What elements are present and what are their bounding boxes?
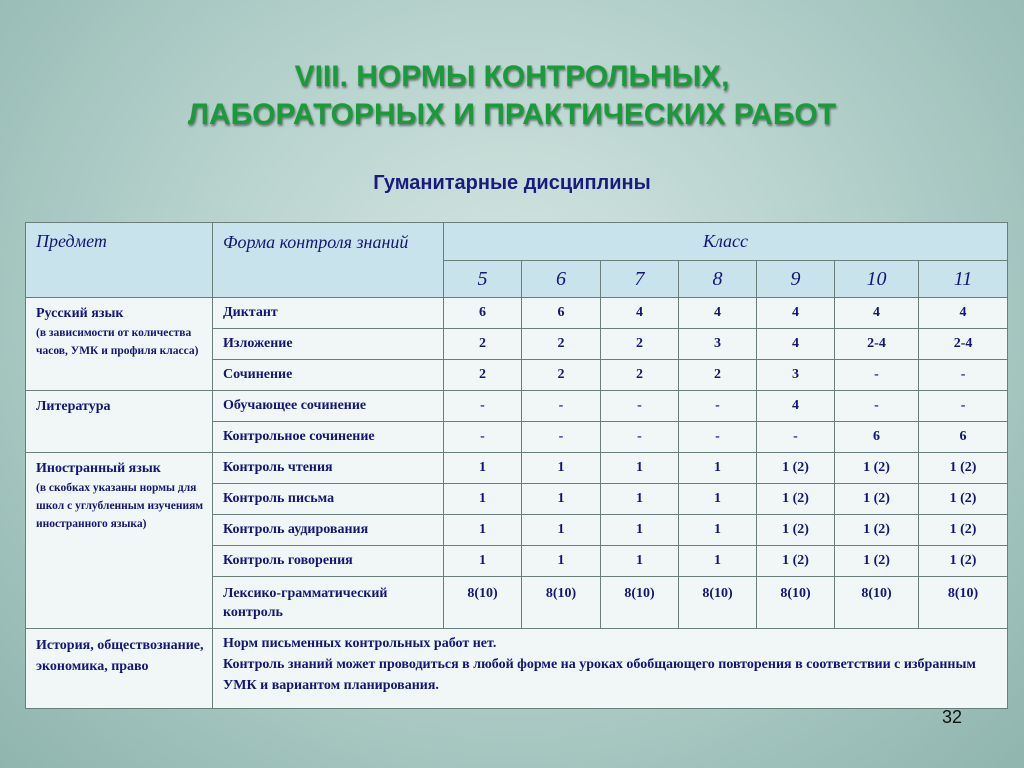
value-cell: 1 (2) xyxy=(919,484,1008,515)
value-cell: 1 xyxy=(679,546,757,577)
subject-note: (в зависимости от количества часов, УМК и профиля класса) xyxy=(36,327,199,357)
value-cell: 8(10) xyxy=(919,577,1008,629)
value-cell: - xyxy=(601,422,679,453)
table-row xyxy=(26,629,1008,709)
form-cell: Изложение xyxy=(213,329,444,360)
header-grade: 9 xyxy=(757,261,835,298)
value-cell: 1 xyxy=(522,453,601,484)
value-cell: 1 xyxy=(679,484,757,515)
header-grade: 8 xyxy=(679,261,757,298)
value-cell: 1 xyxy=(522,546,601,577)
value-cell: 1 xyxy=(444,484,522,515)
value-cell: - xyxy=(522,422,601,453)
form-cell: Контроль письма xyxy=(213,484,444,515)
slide-title-line2: ЛАБОРАТОРНЫХ И ПРАКТИЧЕСКИХ РАБОТ xyxy=(187,98,837,131)
message-line: Контроль знаний может проводиться в любой форме на уроках обобщающего повторения в соответствии с избранным УМК и вариантом планирования. xyxy=(223,657,976,693)
value-cell: 1 (2) xyxy=(835,515,919,546)
form-cell: Обучающее сочинение xyxy=(213,391,444,422)
value-cell: 1 xyxy=(601,515,679,546)
form-cell: Диктант xyxy=(213,298,444,329)
form-cell: Лексико-грамматический контроль xyxy=(213,577,444,629)
value-cell: 2 xyxy=(444,329,522,360)
value-cell: 2 xyxy=(522,360,601,391)
value-cell: 2 xyxy=(601,360,679,391)
subject-note: (в скобках указаны нормы для школ с углубленным изучениям иностранного языка) xyxy=(36,482,204,530)
value-cell: 4 xyxy=(757,298,835,329)
value-cell: - xyxy=(757,422,835,453)
value-cell: 1 (2) xyxy=(919,546,1008,577)
header-form: Форма контроля знаний xyxy=(213,223,444,298)
value-cell: 8(10) xyxy=(522,577,601,629)
value-cell: 1 xyxy=(444,546,522,577)
value-cell: - xyxy=(444,391,522,422)
form-cell: Контроль говорения xyxy=(213,546,444,577)
value-cell: 2 xyxy=(601,329,679,360)
table-row xyxy=(26,298,1008,329)
subject-name: История, обществознание, экономика, право xyxy=(36,638,204,674)
value-cell: 4 xyxy=(679,298,757,329)
value-cell: 1 (2) xyxy=(757,484,835,515)
form-cell: Сочинение xyxy=(213,360,444,391)
value-cell: 1 (2) xyxy=(757,515,835,546)
norms-table xyxy=(25,222,1008,709)
value-cell: 8(10) xyxy=(835,577,919,629)
slide-subtitle: Гуманитарные дисциплины xyxy=(373,172,651,194)
value-cell: 1 xyxy=(522,515,601,546)
value-cell: 1 (2) xyxy=(757,453,835,484)
value-cell: 8(10) xyxy=(444,577,522,629)
table-row xyxy=(26,453,1008,484)
page-number: 32 xyxy=(941,707,962,727)
header-subject: Предмет xyxy=(26,223,213,298)
value-cell: 2 xyxy=(444,360,522,391)
value-cell: 6 xyxy=(919,422,1008,453)
subject-name: Иностранный язык xyxy=(36,461,161,476)
header-grade: 10 xyxy=(835,261,919,298)
value-cell: 1 (2) xyxy=(835,453,919,484)
value-cell: 1 (2) xyxy=(919,515,1008,546)
value-cell: 1 (2) xyxy=(835,546,919,577)
value-cell: - xyxy=(919,391,1008,422)
value-cell: 3 xyxy=(757,360,835,391)
value-cell: 1 xyxy=(444,515,522,546)
value-cell: 2 xyxy=(679,360,757,391)
value-cell: 4 xyxy=(919,298,1008,329)
value-cell: - xyxy=(679,391,757,422)
slide-title xyxy=(0,58,1024,134)
value-cell: - xyxy=(919,360,1008,391)
value-cell: 1 (2) xyxy=(919,453,1008,484)
header-grade: 11 xyxy=(919,261,1008,298)
subject-cell xyxy=(26,453,213,629)
value-cell: 8(10) xyxy=(679,577,757,629)
value-cell: - xyxy=(444,422,522,453)
header-grade: 7 xyxy=(601,261,679,298)
value-cell: - xyxy=(522,391,601,422)
value-cell: - xyxy=(835,391,919,422)
form-cell: Контрольное сочинение xyxy=(213,422,444,453)
value-cell: 2 xyxy=(522,329,601,360)
value-cell: 1 (2) xyxy=(835,484,919,515)
subject-name: Русский язык xyxy=(36,306,124,321)
value-cell: 8(10) xyxy=(757,577,835,629)
message-line: Норм письменных контрольных работ нет. xyxy=(223,636,497,651)
value-cell: 4 xyxy=(601,298,679,329)
value-cell: 1 xyxy=(679,453,757,484)
subject-cell xyxy=(26,391,213,453)
value-cell: 1 xyxy=(679,515,757,546)
header-klass: Класс xyxy=(444,223,1008,261)
header-grade: 6 xyxy=(522,261,601,298)
subject-name: Литература xyxy=(36,399,111,414)
value-cell: 6 xyxy=(835,422,919,453)
value-cell: - xyxy=(601,391,679,422)
subject-cell xyxy=(26,629,213,709)
value-cell: 1 xyxy=(601,453,679,484)
form-cell: Контроль чтения xyxy=(213,453,444,484)
value-cell: - xyxy=(679,422,757,453)
value-cell: 1 xyxy=(522,484,601,515)
subject-cell xyxy=(26,298,213,391)
slide-title-line1: VIII. НОРМЫ КОНТРОЛЬНЫХ, xyxy=(294,60,730,93)
value-cell: 6 xyxy=(522,298,601,329)
value-cell: - xyxy=(835,360,919,391)
value-cell: 2-4 xyxy=(835,329,919,360)
value-cell: 3 xyxy=(679,329,757,360)
value-cell: 1 xyxy=(601,484,679,515)
value-cell: 1 xyxy=(601,546,679,577)
value-cell: 6 xyxy=(444,298,522,329)
message-cell xyxy=(213,629,1008,709)
value-cell: 2-4 xyxy=(919,329,1008,360)
header-grade: 5 xyxy=(444,261,522,298)
value-cell: 4 xyxy=(757,329,835,360)
value-cell: 4 xyxy=(757,391,835,422)
value-cell: 1 (2) xyxy=(757,546,835,577)
table-row xyxy=(26,391,1008,422)
value-cell: 4 xyxy=(835,298,919,329)
value-cell: 8(10) xyxy=(601,577,679,629)
value-cell: 1 xyxy=(444,453,522,484)
form-cell: Контроль аудирования xyxy=(213,515,444,546)
